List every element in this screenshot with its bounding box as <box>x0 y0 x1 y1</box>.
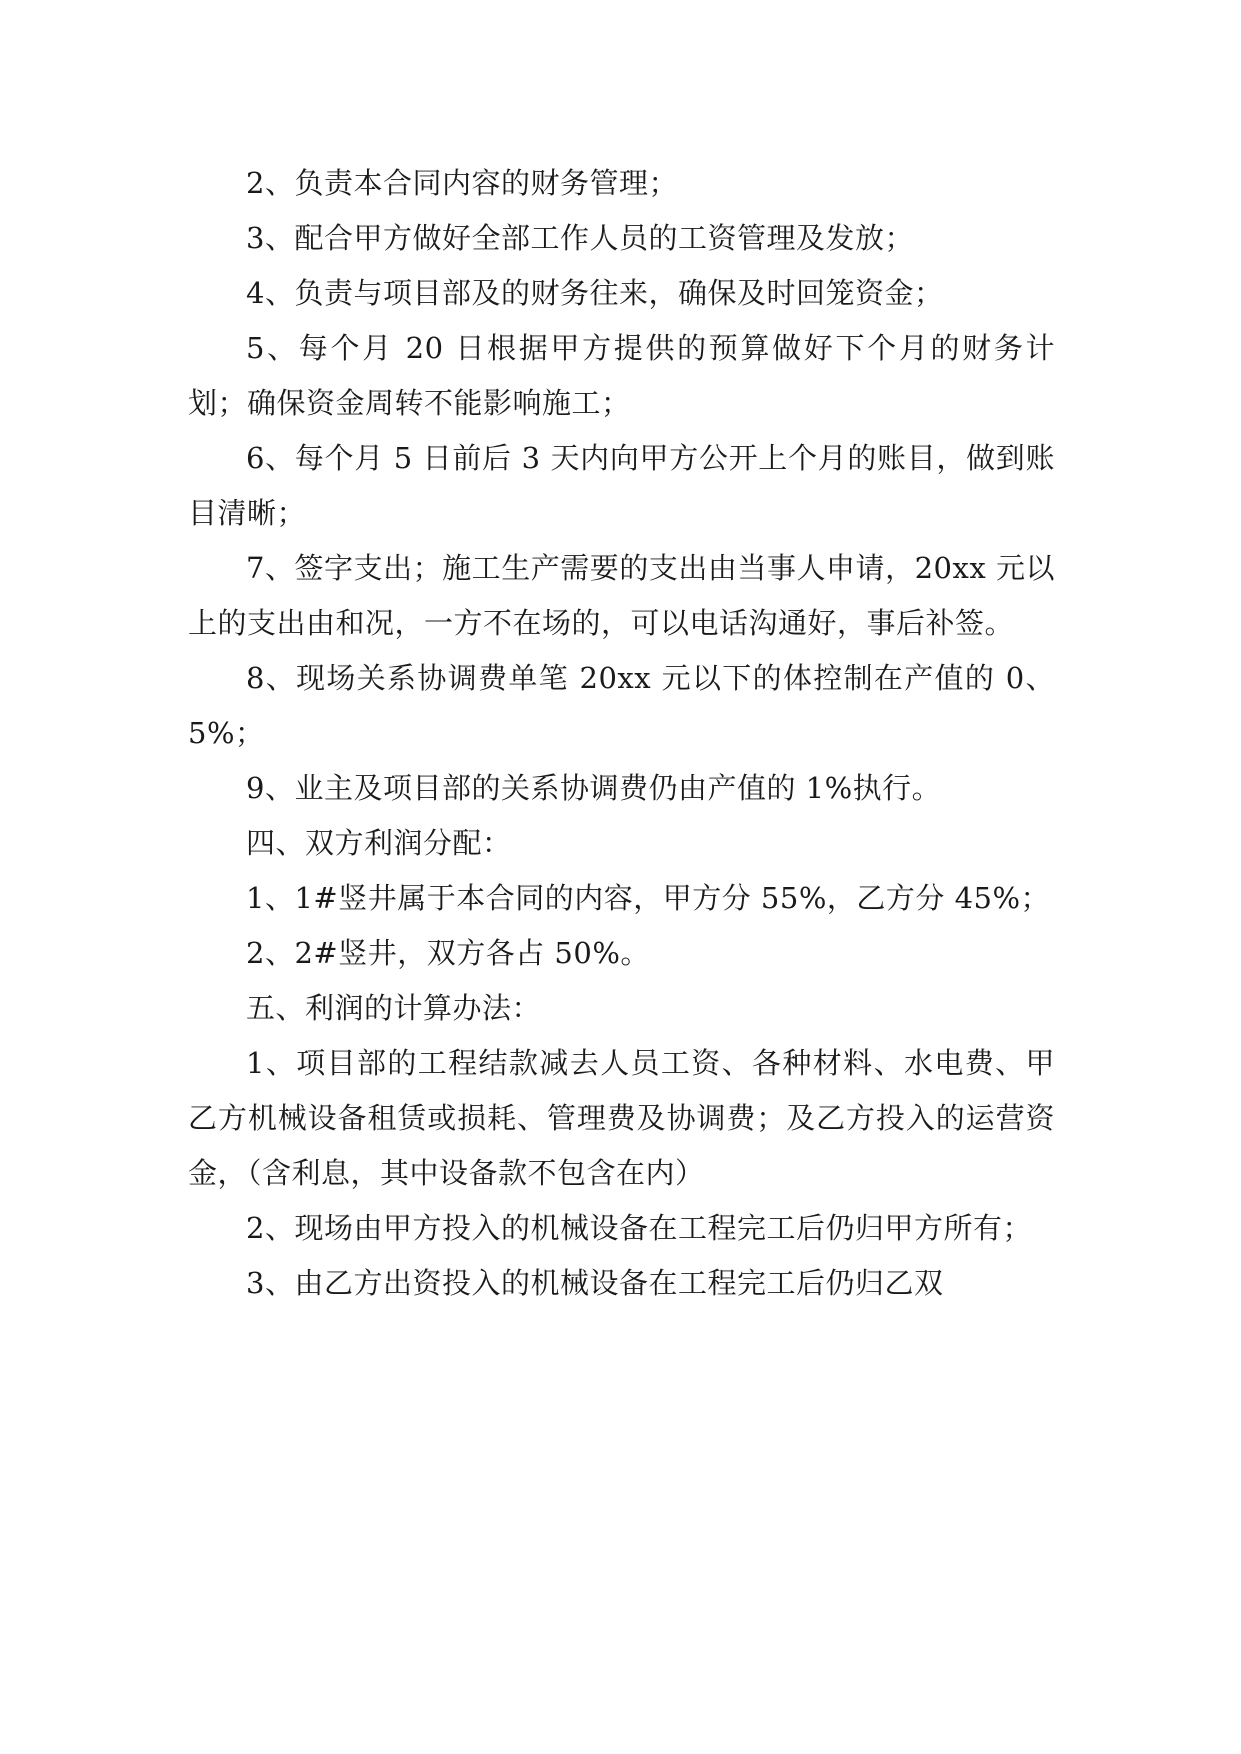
section-heading-profit-calculation: 五、利润的计算办法： <box>246 991 542 1025</box>
clause-shaft-1-share: 1、1#竖井属于本合同的内容，甲方分 55%，乙方分 45%； <box>246 881 1051 915</box>
clause-financial-dealings: 4、负责与项目部及的财务往来，确保及时回笼资金； <box>246 276 944 310</box>
section-heading-profit-distribution: 四、双方利润分配： <box>246 826 512 860</box>
clause-signature-expenses: 7、签字支出；施工生产需要的支出由当事人申请，20xx 元以上的支出由和况，一方不在场的，可以电话沟通好，事后补签。 <box>188 551 1055 640</box>
clause-profit-formula: 1、项目部的工程结款减去人员工资、各种材料、水电费、甲乙方机械设备租赁或损耗、管理费及协调费；及乙方投入的运营资金，（含利息，其中设备款不包含在内） <box>188 1046 1055 1190</box>
clause-party-a-equipment: 2、现场由甲方投入的机械设备在工程完工后仍归甲方所有； <box>246 1211 1032 1245</box>
clause-wage-management: 3、配合甲方做好全部工作人员的工资管理及发放； <box>246 221 914 255</box>
clause-finance-management: 2、负责本合同内容的财务管理； <box>246 166 678 200</box>
clause-party-b-equipment: 3、由乙方出资投入的机械设备在工程完工后仍归乙双 <box>246 1266 944 1300</box>
clause-monthly-plan: 5、每个月 20 日根据甲方提供的预算做好下个月的财务计划；确保资金周转不能影响施工； <box>188 331 1055 420</box>
document-body <box>188 156 1055 1311</box>
clause-coordination-fee: 8、现场关系协调费单笔 20xx 元以下的体控制在产值的 0、5%； <box>188 661 1055 750</box>
clause-owner-coordination-fee: 9、业主及项目部的关系协调费仍由产值的 1%执行。 <box>246 771 942 805</box>
clause-shaft-2-share: 2、2#竖井，双方各占 50%。 <box>246 936 650 970</box>
clause-accounts-disclosure: 6、每个月 5 日前后 3 天内向甲方公开上个月的账目，做到账目清晰； <box>188 441 1055 530</box>
